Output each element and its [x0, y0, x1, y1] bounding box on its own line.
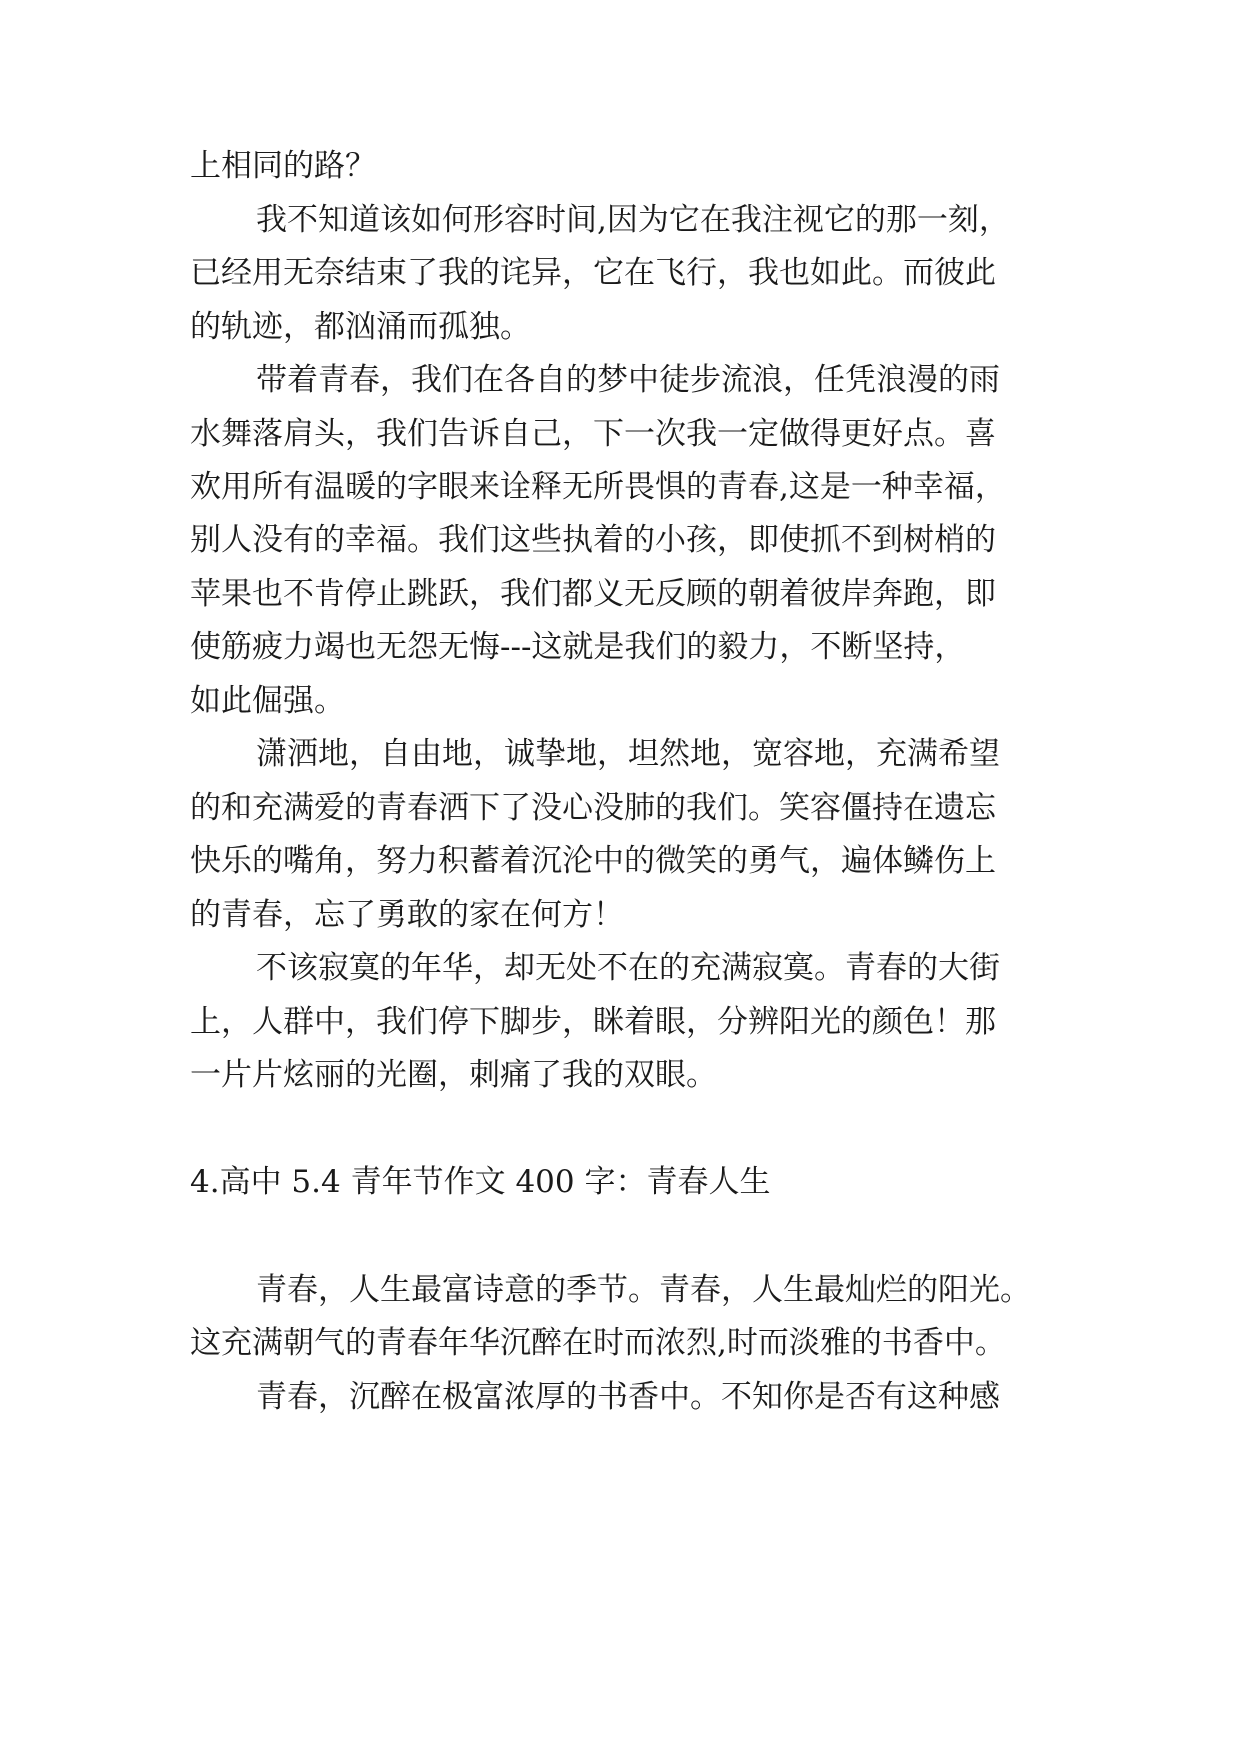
text-line: 欢用所有温暖的字眼来诠释无所畏惧的青春,这是一种幸福，: [190, 469, 1006, 505]
text-line: 这充满朝气的青春年华沉醉在时而浓烈,时而淡雅的书香中。: [190, 1325, 1006, 1361]
paragraph-line: 青春，人生最富诗意的季节。青春，人生最灿烂的阳光。: [256, 1272, 1031, 1308]
text-line: 的和充满爱的青春洒下了没心没肺的我们。笑容僵持在遗忘: [190, 790, 996, 826]
text-line: 上，人群中，我们停下脚步，眯着眼，分辨阳光的颜色！那: [190, 1004, 996, 1040]
text-line: 快乐的嘴角，努力积蓄着沉沦中的微笑的勇气，遍体鳞伤上: [190, 843, 996, 879]
paragraph-line: 带着青春，我们在各自的梦中徒步流浪，任凭浪漫的雨: [256, 362, 1000, 398]
paragraph-line: 青春，沉醉在极富浓厚的书香中。不知你是否有这种感: [256, 1379, 1000, 1415]
paragraph-line: 潇洒地，自由地，诚挚地，坦然地，宽容地，充满希望: [256, 736, 1000, 772]
paragraph-line: 不该寂寞的年华，却无处不在的充满寂寞。青春的大街: [256, 950, 1000, 986]
text-line: 已经用无奈结束了我的诧异，它在飞行，我也如此。而彼此: [190, 255, 996, 291]
section-heading: 4.高中 5.4 青年节作文 400 字：青春人生: [190, 1164, 771, 1200]
text-line: 别人没有的幸福。我们这些执着的小孩，即使抓不到树梢的: [190, 522, 996, 558]
text-line: 的轨迹，都汹涌而孤独。: [190, 309, 531, 345]
text-line: 上相同的路？: [190, 148, 376, 184]
text-line: 苹果也不肯停止跳跃，我们都义无反顾的朝着彼岸奔跑，即: [190, 576, 996, 612]
text-line: 一片片炫丽的光圈，刺痛了我的双眼。: [190, 1057, 717, 1093]
text-line: 的青春，忘了勇敢的家在何方！: [190, 897, 624, 933]
text-line: 使筋疲力竭也无怨无悔---这就是我们的毅力，不断坚持，: [190, 629, 966, 665]
text-line: 如此倔强。: [190, 683, 345, 719]
paragraph-line: 我不知道该如何形容时间,因为它在我注视它的那一刻，: [256, 202, 1010, 238]
text-line: 水舞落肩头，我们告诉自己，下一次我一定做得更好点。喜: [190, 416, 996, 452]
